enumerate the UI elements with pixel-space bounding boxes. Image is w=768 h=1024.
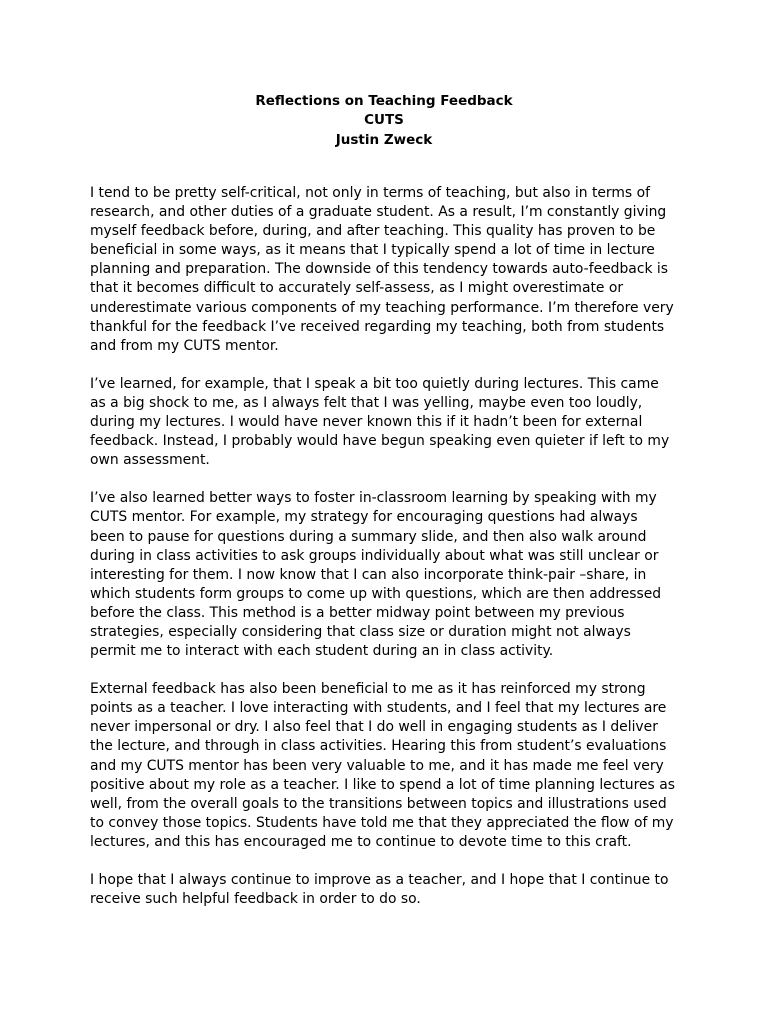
paragraph-line: lectures, and this has encouraged me to continue to devote time to this craft. (90, 833, 632, 850)
paragraph-line: thankful for the feedback I’ve received regarding my teaching, both from students (90, 318, 665, 335)
paragraph-line: the lecture, and through in class activities. Hearing this from student’s evaluations (90, 738, 667, 755)
paragraph-line: planning and preparation. The downside of this tendency towards auto-feedback is (90, 261, 669, 278)
paragraph (90, 489, 690, 661)
document-header (0, 92, 768, 150)
paragraph-line: that it becomes difficult to accurately self-assess, as I might overestimate or (90, 280, 624, 297)
document-body (90, 184, 690, 928)
paragraph (90, 871, 690, 909)
paragraph-line: as a big shock to me, as I always felt that I was yelling, maybe even too loudly, (90, 394, 643, 411)
paragraph-line: research, and other duties of a graduate student. As a result, I’m constantly giving (90, 204, 667, 221)
paragraph-line: been to pause for questions during a summary slide, and then also walk around (90, 528, 647, 545)
paragraph-line: interesting for them. I now know that I can also incorporate think-pair –share, in (90, 566, 647, 583)
paragraph-line: own assessment. (90, 452, 210, 469)
document-subtitle: CUTS (364, 112, 404, 129)
paragraph-line: myself feedback before, during, and after teaching. This quality has proven to be (90, 223, 656, 240)
paragraph-line: and from my CUTS mentor. (90, 337, 279, 354)
paragraph-line: feedback. Instead, I probably would have begun speaking even quieter if left to my (90, 433, 670, 450)
paragraph-line: underestimate various components of my teaching performance. I’m therefore very (90, 299, 674, 316)
paragraph-line: permit me to interact with each student during an in class activity. (90, 643, 554, 660)
paragraph-line: strategies, especially considering that class size or duration might not always (90, 623, 631, 640)
paragraph-line: and my CUTS mentor has been very valuable to me, and it has made me feel very (90, 757, 664, 774)
paragraph-line: External feedback has also been beneficial to me as it has reinforced my strong (90, 681, 646, 698)
paragraph-line: receive such helpful feedback in order to do so. (90, 891, 421, 908)
paragraph-line: which students form groups to come up with questions, which are then addressed (90, 585, 662, 602)
paragraph-line: I tend to be pretty self-critical, not only in terms of teaching, but also in terms of (90, 185, 650, 201)
paragraph-line: during my lectures. I would have never known this if it hadn’t been for external (90, 414, 643, 431)
paragraph-line: I’ve also learned better ways to foster in-classroom learning by speaking with my (90, 490, 657, 507)
paragraph-line: I hope that I always continue to improve as a teacher, and I hope that I continue to (90, 872, 669, 888)
paragraph-line: before the class. This method is a better midway point between my previous (90, 604, 625, 621)
paragraph-line: points as a teacher. I love interacting with students, and I feel that my lectures are (90, 700, 667, 717)
paragraph-line: I’ve learned, for example, that I speak a bit too quietly during lectures. This came (90, 375, 659, 392)
paragraph-line: well, from the overall goals to the transitions between topics and illustrations used (90, 795, 667, 812)
paragraph (90, 680, 690, 852)
paragraph-line: CUTS mentor. For example, my strategy for encouraging questions had always (90, 509, 638, 526)
paragraph-line: to convey those topics. Students have told me that they appreciated the flow of my (90, 814, 674, 831)
paragraph (90, 184, 690, 356)
paragraph-line: beneficial in some ways, as it means that I typically spend a lot of time in lecture (90, 242, 655, 259)
document-author: Justin Zweck (335, 131, 433, 148)
paragraph (90, 375, 690, 470)
paragraph-line: never impersonal or dry. I also feel that I do well in engaging students as I deliver (90, 719, 658, 736)
paragraph-line: during in class activities to ask groups individually about what was still unclear or (90, 547, 659, 564)
document-title: Reflections on Teaching Feedback (255, 93, 513, 109)
paragraph-line: positive about my role as a teacher. I like to spend a lot of time planning lectures as (90, 776, 675, 793)
